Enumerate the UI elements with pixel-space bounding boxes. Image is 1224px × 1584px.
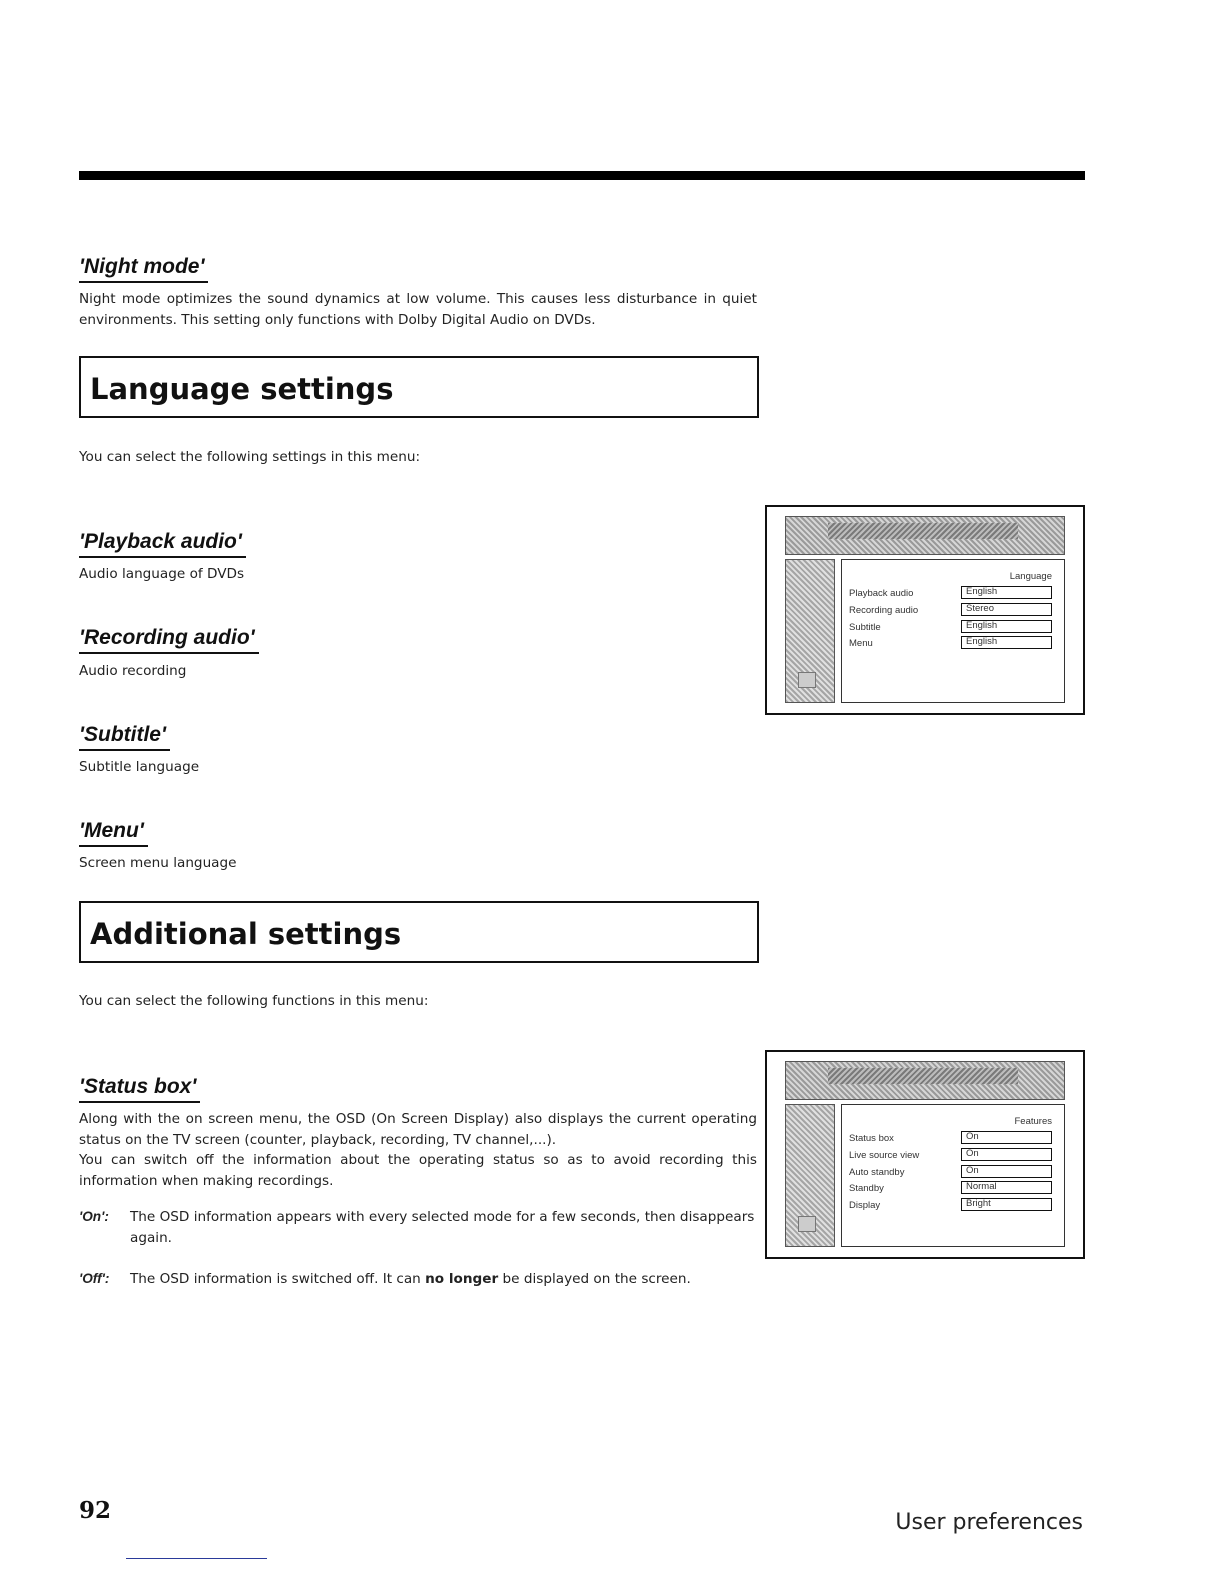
osd-settings-panel <box>841 559 1065 703</box>
osd-row-label: Recording audio <box>849 604 919 616</box>
osd-features-icon <box>798 1216 816 1232</box>
night-mode-text: Night mode optimizes the sound dynamics at low volume. This causes less disturbance in quiet environments. This setting only functions with Dolby Digital Audio on DVDs. <box>79 291 757 328</box>
additional-settings-title: Additional settings <box>90 917 402 951</box>
additional-settings-intro: You can select the following functions in this menu: <box>79 993 429 1009</box>
language-settings-intro: You can select the following settings in this menu: <box>79 449 421 465</box>
osd-row <box>849 620 1052 637</box>
playback-audio-text: Audio language of DVDs <box>79 566 245 582</box>
osd-menu-bar-shade <box>828 523 1018 539</box>
subtitle-heading: 'Subtitle' <box>79 721 170 751</box>
osd-row-label: Live source view <box>849 1149 920 1161</box>
osd-row <box>849 603 1052 620</box>
status-box-heading: 'Status box' <box>79 1073 200 1103</box>
osd-row-label: Status box <box>849 1133 894 1144</box>
osd-row <box>849 1181 1052 1198</box>
osd-row-value: English <box>961 586 1052 599</box>
osd-menu-bar-shade <box>828 1068 1018 1084</box>
osd-row-value: Bright <box>961 1198 1052 1211</box>
status-box-para2: You can switch off the information about the operating status so as to avoid recording this information when making recordings. <box>79 1152 757 1189</box>
recording-audio-heading: 'Recording audio' <box>79 624 259 654</box>
osd-row-label: Standby <box>849 1183 884 1195</box>
language-osd-screenshot <box>765 505 1085 715</box>
off-text-bold: no longer <box>425 1271 499 1287</box>
off-option-term: 'Off': <box>79 1271 110 1286</box>
osd-row-value: On <box>961 1148 1052 1161</box>
osd-menu-bar <box>785 516 1065 555</box>
recording-audio-text: Audio recording <box>79 663 187 679</box>
osd-side-panel <box>785 1104 835 1247</box>
osd-disc-icon <box>798 672 816 688</box>
menu-text: Screen menu language <box>79 855 237 871</box>
osd-side-panel <box>785 559 835 703</box>
menu-heading: 'Menu' <box>79 817 148 847</box>
footer-rule <box>126 1558 267 1559</box>
osd-panel-title: Language <box>1009 571 1052 582</box>
osd-row-value: Normal <box>961 1181 1052 1194</box>
osd-row <box>849 1131 1052 1148</box>
off-text-before: The OSD information is switched off. It can <box>130 1271 426 1287</box>
footer-section-title: User preferences <box>895 1510 1083 1535</box>
additional-settings-title-box <box>79 901 759 963</box>
osd-row-value: On <box>961 1131 1052 1144</box>
top-rule <box>79 171 1085 180</box>
osd-row <box>849 1165 1052 1182</box>
osd-row <box>849 1148 1052 1165</box>
on-option-term: 'On': <box>79 1209 109 1224</box>
osd-row-value: English <box>961 620 1052 633</box>
features-osd-screenshot <box>765 1050 1085 1259</box>
osd-row-label: Playback audio <box>849 588 914 599</box>
osd-settings-panel <box>841 1104 1065 1247</box>
status-box-para1: Along with the on screen menu, the OSD (On Screen Display) also displays the current operating status on the TV screen (counter, playback, recording, TV channel,...). <box>79 1111 757 1148</box>
osd-row-label: Menu <box>849 638 873 650</box>
off-text-after: be displayed on the screen. <box>498 1271 691 1287</box>
osd-row <box>849 1198 1052 1215</box>
osd-row-label: Auto standby <box>849 1166 905 1178</box>
page-number: 92 <box>79 1497 112 1524</box>
on-option <box>79 1207 757 1248</box>
off-option <box>79 1269 757 1290</box>
osd-row-value: On <box>961 1165 1052 1178</box>
osd-panel-title: Features <box>1014 1116 1052 1127</box>
osd-row <box>849 636 1052 653</box>
night-mode-heading: 'Night mode' <box>79 253 208 283</box>
language-settings-title-box <box>79 356 759 418</box>
off-option-text <box>130 1269 757 1290</box>
osd-row-value: English <box>961 636 1052 649</box>
osd-row-label: Display <box>849 1200 881 1212</box>
osd-row-label: Subtitle <box>849 621 881 633</box>
subtitle-text: Subtitle language <box>79 759 200 775</box>
osd-menu-bar <box>785 1061 1065 1100</box>
language-settings-title: Language settings <box>90 372 394 406</box>
osd-row-value: Stereo <box>961 603 1052 616</box>
osd-row <box>849 586 1052 603</box>
on-option-text: The OSD information appears with every selected mode for a few seconds, then disappears again. <box>130 1209 755 1246</box>
playback-audio-heading: 'Playback audio' <box>79 528 246 558</box>
